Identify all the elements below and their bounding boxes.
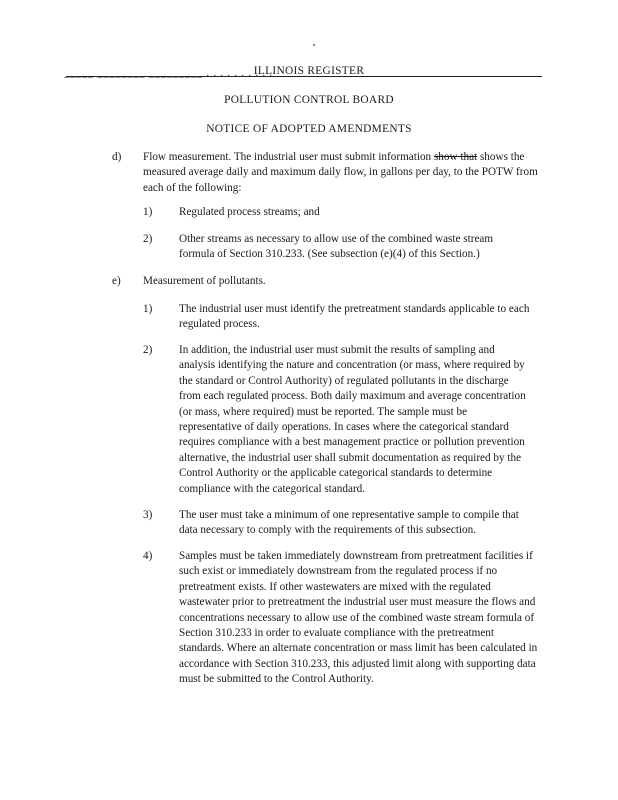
section-e-label: e) — [112, 275, 121, 287]
section-e-item-3-text: The user must take a minimum of one representative sample to compile that data necessary to comply with the requirements of this subsection. — [179, 509, 519, 537]
section-d-text — [143, 150, 543, 196]
section-d-item-1-label: 1) — [143, 206, 153, 218]
section-d-item-2-text: Other streams as necessary to allow use of the combined waste stream formula of Section 310.233. (See subsection (e)(4) of this Section.) — [179, 233, 494, 261]
notice-title: NOTICE OF ADOPTED AMENDMENTS — [206, 123, 412, 135]
register-title: ILLINOIS REGISTER — [253, 65, 365, 77]
section-e-item-3-label: 3) — [143, 509, 153, 521]
scan-speck — [313, 44, 315, 46]
section-d-text-end: shows the measured average daily and maximum daily flow, in gallons per day, to the POTW from each of the following: — [143, 151, 538, 194]
section-e-item-2-text: In addition, the industrial user must submit the results of sampling and analysis identifying the nature and concentration (or mass, where required by the standard or Control Authority) of regulated pollutants in the discharge from each regulated process. Both daily maximum and average concentration (or mass, where required) must be reported. The sample must be representative of daily operations. In cases where the categorical standard requires compliance with a best management practice or pollution prevention alternative, the industrial user shall submit documentation as required by the Control Authority or the applicable categorical standards to determine compliance with the categorical standard. — [179, 344, 526, 495]
section-e-item-2-label: 2) — [143, 344, 153, 356]
section-d-text-start: Flow measurement. The industrial user must submit information — [143, 151, 434, 163]
section-d-item-2-label: 2) — [143, 233, 153, 245]
section-e-item-4-label: 4) — [143, 550, 153, 562]
section-e-item-1-label: 1) — [143, 303, 153, 315]
board-title: POLLUTION CONTROL BOARD — [224, 94, 394, 106]
section-e-item-1-text: The industrial user must identify the pretreatment standards applicable to each regulated process. — [179, 303, 530, 331]
section-d-label: d) — [112, 151, 122, 163]
section-d-struck-text: show that — [433, 151, 478, 163]
section-e-text: Measurement of pollutants. — [143, 275, 266, 287]
section-e-item-4-text: Samples must be taken immediately downstream from pretreatment facilities if such exist or immediately downstream from the regulated process if no pretreatment exists. If other wastewaters are mixed with the regulated wastewater prior to pretreatment the industrial user must measure the flows and concentrations necessary to allow use of the combined waste stream formula of Section 310.233 in order to evaluate compliance with the pretreatment standards. Where an alternate concentration or mass limit has been calculated in accordance with Section 310.233, this adjusted limit along with supporting data must be submitted to the Control Authority. — [179, 550, 538, 686]
header-leader: _____ ________ _________ . . . . . . . . . . — [64, 68, 273, 79]
section-d-item-1-text: Regulated process streams; and — [179, 206, 320, 218]
